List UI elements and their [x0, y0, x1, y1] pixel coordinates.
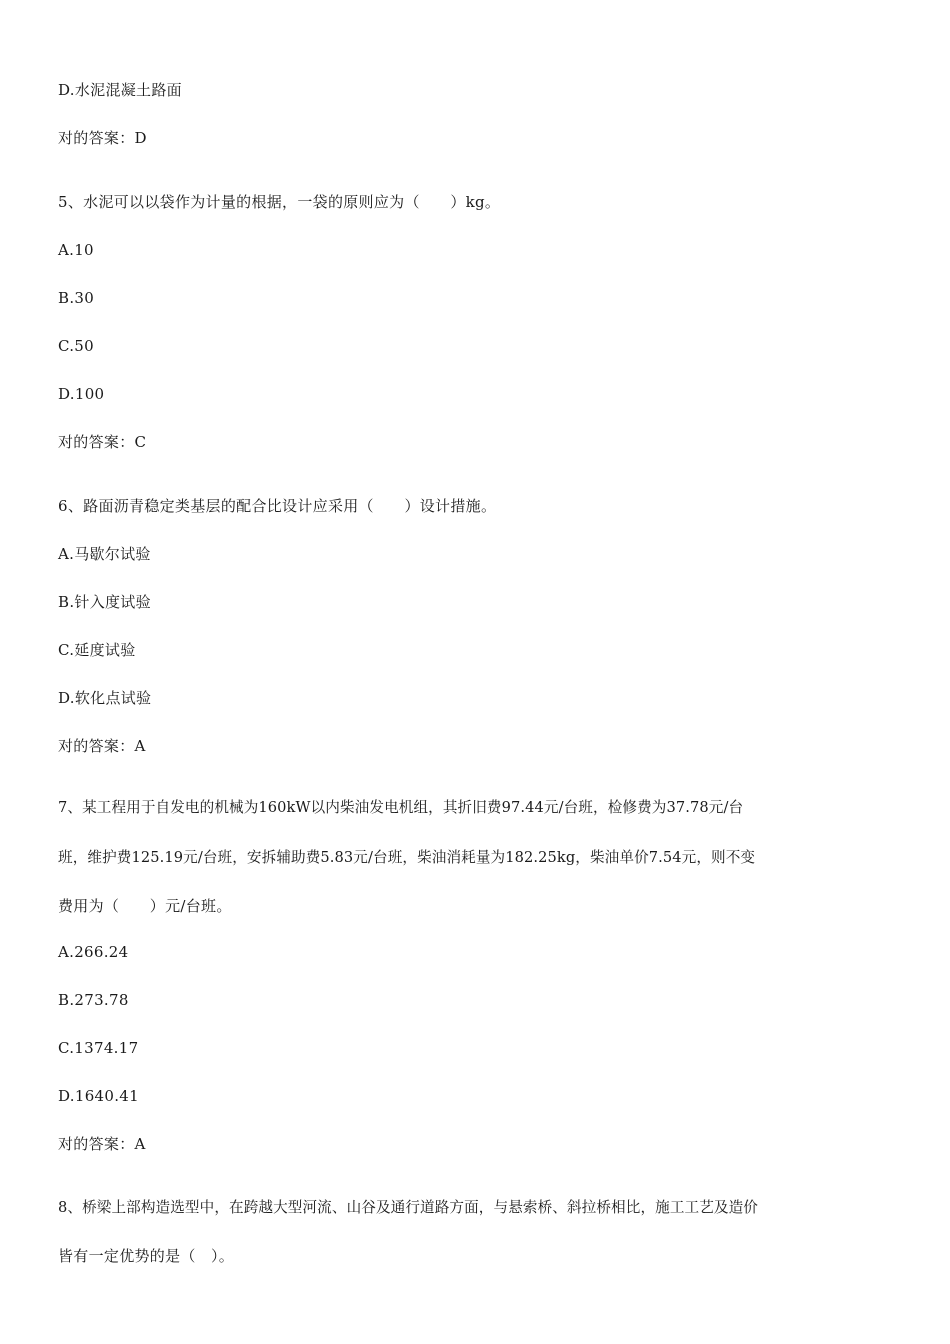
q7-option-b: B.273.78 [58, 991, 129, 1009]
q7-option-c: C.1374.17 [58, 1039, 139, 1057]
q5-option-d: D.100 [58, 385, 105, 403]
q6-answer: 对的答案：A [58, 737, 146, 755]
q6-option-b: B.针入度试验 [58, 593, 151, 611]
q7-option-a: A.266.24 [58, 943, 129, 961]
q8-stem-line-2: 皆有一定优势的是（ ）。 [58, 1247, 235, 1265]
q7-stem-line-3: 费用为（ ）元/台班。 [58, 897, 232, 915]
q5-stem: 5、水泥可以以袋作为计量的根据，一袋的原则应为（ ）kg。 [58, 193, 501, 211]
q4-option-d: D.水泥混凝土路面 [58, 81, 182, 99]
q6-option-d: D.软化点试验 [58, 689, 152, 707]
q8-stem-line-1: 8、桥梁上部构造选型中，在跨越大型河流、山谷及通行道路方面，与悬索桥、斜拉桥相比，施工工艺及造价 [58, 1199, 758, 1216]
q6-stem: 6、路面沥青稳定类基层的配合比设计应采用（ ）设计措施。 [58, 497, 497, 515]
q5-option-c: C.50 [58, 337, 94, 355]
q7-stem-line-2: 班，维护费125.19元/台班，安拆辅助费5.83元/台班，柴油消耗量为182.25kg，柴油单价7.54元，则不变 [58, 849, 756, 866]
q7-answer: 对的答案：A [58, 1135, 146, 1153]
q7-stem-line-1: 7、某工程用于自发电的机械为160kW以内柴油发电机组，其折旧费97.44元/台班，检修费为37.78元/台 [58, 799, 744, 816]
q6-option-c: C.延度试验 [58, 641, 136, 659]
q5-option-b: B.30 [58, 289, 95, 307]
q5-answer: 对的答案：C [58, 433, 147, 451]
q5-option-a: A.10 [58, 241, 94, 259]
q6-option-a: A.马歇尔试验 [58, 545, 151, 563]
q7-option-d: D.1640.41 [58, 1087, 139, 1105]
q4-answer: 对的答案：D [58, 129, 147, 147]
